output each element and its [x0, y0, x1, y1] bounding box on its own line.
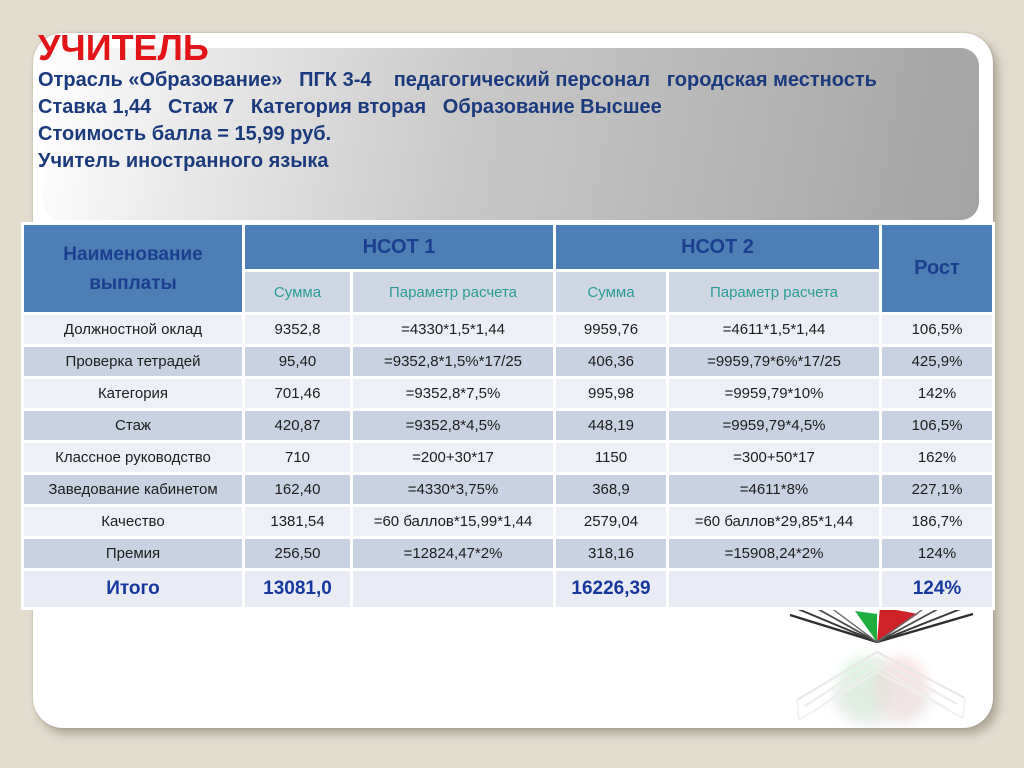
cell-growth: 124%	[882, 539, 992, 568]
cell-nsot2_sum: 995,98	[556, 379, 666, 408]
table-row	[24, 315, 992, 344]
cell-nsot1_param: =4330*3,75%	[353, 475, 553, 504]
table-body	[24, 315, 992, 607]
column-header-nsot2: НСОТ 2	[556, 225, 879, 269]
cell-nsot1_sum: 701,46	[245, 379, 350, 408]
cell-nsot2_sum: 406,36	[556, 347, 666, 376]
cell-nsot2_sum: 9959,76	[556, 315, 666, 344]
cell-nsot2_sum: 318,16	[556, 539, 666, 568]
cell-growth: 106,5%	[882, 315, 992, 344]
cell-name: Итого	[24, 571, 242, 607]
cell-name: Проверка тетрадей	[24, 347, 242, 376]
header-line-point-cost: Стоимость балла = 15,99 руб.	[38, 123, 332, 145]
column-header-growth: Рост	[882, 225, 992, 312]
cell-nsot1_sum: 95,40	[245, 347, 350, 376]
cell-name: Премия	[24, 539, 242, 568]
page-title: УЧИТЕЛЬ	[38, 27, 209, 68]
book-reflection	[797, 652, 965, 728]
cell-nsot1_param	[353, 571, 553, 607]
cell-nsot2_param: =15908,24*2%	[669, 539, 879, 568]
cell-nsot2_param: =9959,79*10%	[669, 379, 879, 408]
cell-name: Должностной оклад	[24, 315, 242, 344]
column-header-name: Наименование выплаты	[24, 225, 242, 312]
cell-growth: 227,1%	[882, 475, 992, 504]
cell-name: Качество	[24, 507, 242, 536]
cell-nsot2_sum: 16226,39	[556, 571, 666, 607]
column-header-nsot1: НСОТ 1	[245, 225, 553, 269]
cell-nsot1_param: =9352,8*4,5%	[353, 411, 553, 440]
table-row	[24, 443, 992, 472]
header-text-block	[38, 67, 877, 175]
open-book-image	[785, 602, 985, 728]
table-header	[24, 225, 992, 312]
cell-nsot2_param: =9959,79*6%*17/25	[669, 347, 879, 376]
cell-nsot2_sum: 1150	[556, 443, 666, 472]
subheader-nsot2-sum: Сумма	[556, 272, 666, 312]
cell-nsot1_sum: 420,87	[245, 411, 350, 440]
cell-nsot1_param: =60 баллов*15,99*1,44	[353, 507, 553, 536]
cell-growth: 142%	[882, 379, 992, 408]
cell-nsot1_param: =4330*1,5*1,44	[353, 315, 553, 344]
cell-nsot2_sum: 2579,04	[556, 507, 666, 536]
cell-name: Классное руководство	[24, 443, 242, 472]
cell-nsot2_param: =4611*1,5*1,44	[669, 315, 879, 344]
table-row	[24, 379, 992, 408]
cell-nsot2_param: =60 баллов*29,85*1,44	[669, 507, 879, 536]
cell-growth: 162%	[882, 443, 992, 472]
cell-nsot1_param: =200+30*17	[353, 443, 553, 472]
table-row	[24, 475, 992, 504]
header-line-industry: Отрасль «Образование» ПГК 3-4 педагогический персонал городская местность	[38, 69, 877, 91]
cell-growth: 106,5%	[882, 411, 992, 440]
subheader-nsot2-param: Параметр расчета	[669, 272, 879, 312]
table-row	[24, 539, 992, 568]
table-row	[24, 507, 992, 536]
cell-growth: 425,9%	[882, 347, 992, 376]
cell-nsot1_sum: 1381,54	[245, 507, 350, 536]
cell-nsot1_sum: 13081,0	[245, 571, 350, 607]
cell-nsot1_sum: 9352,8	[245, 315, 350, 344]
table-row	[24, 347, 992, 376]
header-line-rate: Ставка 1,44 Стаж 7 Категория вторая Образование Высшее	[38, 96, 662, 118]
subheader-nsot1-sum: Сумма	[245, 272, 350, 312]
cell-name: Категория	[24, 379, 242, 408]
cell-nsot2_param: =300+50*17	[669, 443, 879, 472]
cell-growth: 186,7%	[882, 507, 992, 536]
subheader-nsot1-param: Параметр расчета	[353, 272, 553, 312]
cell-nsot2_param: =9959,79*4,5%	[669, 411, 879, 440]
salary-table	[21, 222, 995, 610]
cell-nsot1_sum: 256,50	[245, 539, 350, 568]
cell-nsot1_sum: 162,40	[245, 475, 350, 504]
cell-nsot1_sum: 710	[245, 443, 350, 472]
header-line-teacher-type: Учитель иностранного языка	[38, 150, 329, 172]
cell-nsot1_param: =12824,47*2%	[353, 539, 553, 568]
salary-table-container	[21, 222, 995, 610]
table-row	[24, 411, 992, 440]
cell-nsot1_param: =9352,8*7,5%	[353, 379, 553, 408]
cell-nsot1_param: =9352,8*1,5%*17/25	[353, 347, 553, 376]
cell-nsot2_sum: 448,19	[556, 411, 666, 440]
cell-name: Заведование кабинетом	[24, 475, 242, 504]
cell-nsot2_sum: 368,9	[556, 475, 666, 504]
table-total-row	[24, 571, 992, 607]
open-book-icon	[785, 602, 985, 728]
cell-nsot2_param	[669, 571, 879, 607]
cell-name: Стаж	[24, 411, 242, 440]
cell-growth: 124%	[882, 571, 992, 607]
cell-nsot2_param: =4611*8%	[669, 475, 879, 504]
